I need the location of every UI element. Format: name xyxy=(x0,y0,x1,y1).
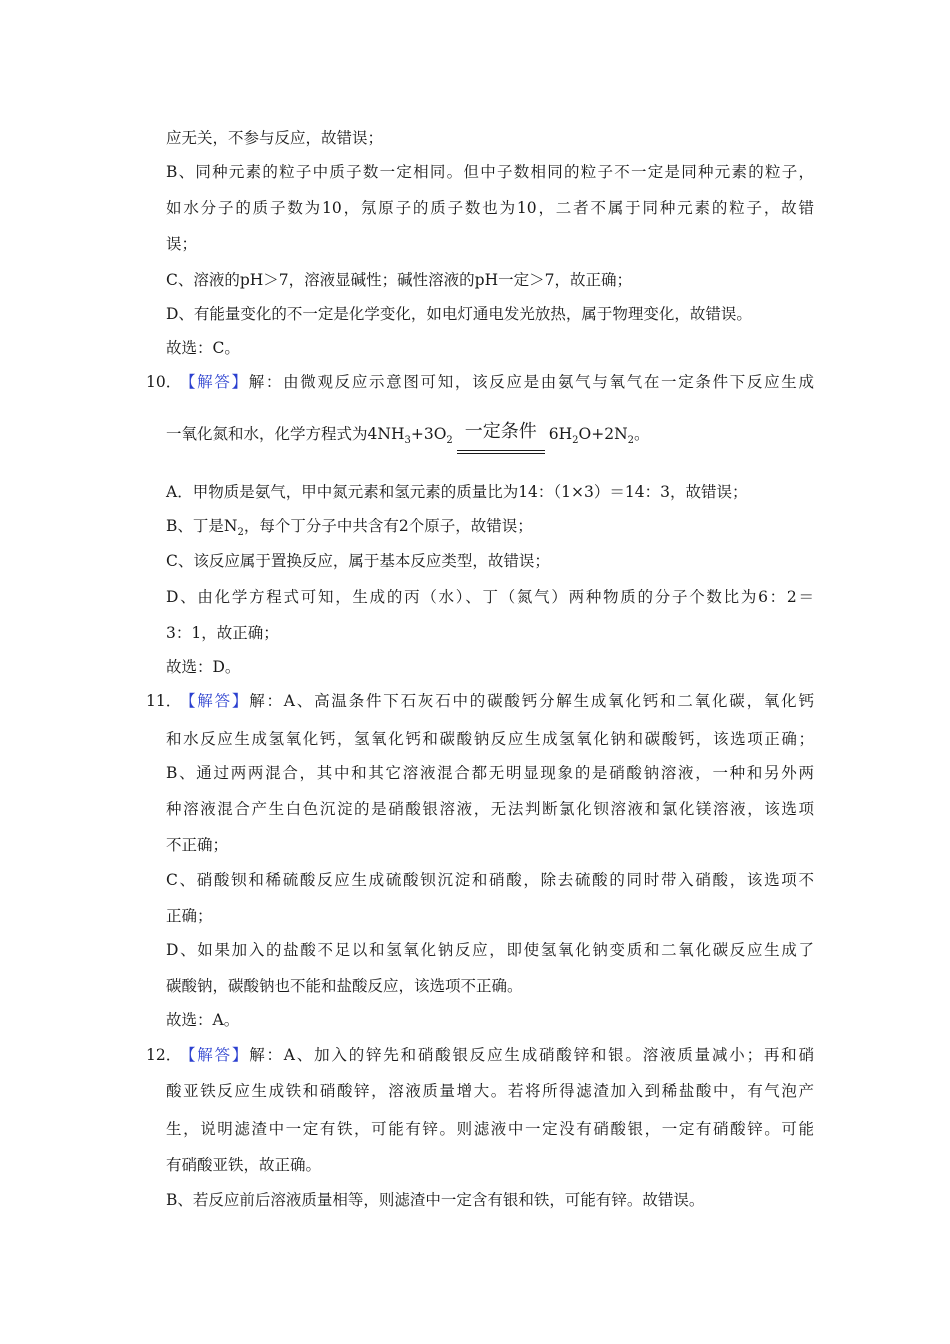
reaction-condition: 一定条件 xyxy=(464,421,537,442)
answer-tag: 【解答】 xyxy=(180,1046,250,1064)
text-span: ，每个丁分子中共含有2个原子，故错误； xyxy=(243,517,533,535)
text-line: B、若反应前后溶液质量相等，则滤渣中一定含有银和铁，可能有锌。故错误。 xyxy=(166,1191,705,1209)
text-span: 解：A、加入的锌先和硝酸银反应生成硝酸锌和银。溶液质量减小；再和硝 xyxy=(249,1046,814,1064)
equals-bar-bottom xyxy=(457,453,545,454)
question-number: 12． xyxy=(146,1046,182,1064)
text-span: 。 xyxy=(634,425,650,443)
text-line: 如水分子的质子数为10，氖原子的质子数也为10，二者不属于同种元素的粒子，故错 xyxy=(166,199,814,217)
text-line: 应无关，不参与反应，故错误； xyxy=(166,129,384,147)
text-line: 生，说明滤渣中一定有铁，可能有锌。则滤液中一定没有硝酸银，一定有硝酸锌。可能 xyxy=(166,1120,814,1138)
text-line: 3：1，故正确； xyxy=(166,624,279,642)
text-line: B、同种元素的粒子中质子数一定相同。但中子数相同的粒子不一定是同种元素的粒子， xyxy=(166,163,814,181)
question-number: 10． xyxy=(146,373,182,391)
text-line: D、有能量变化的不一定是化学变化，如电灯通电发光放热，属于物理变化，故错误。 xyxy=(166,305,752,323)
question-11-first-line xyxy=(180,691,814,711)
text-line: B、通过两两混合，其中和其它溶液混合都无明显现象的是硝酸钠溶液，一种和另外两 xyxy=(166,764,814,782)
text-line: C、该反应属于置换反应，属于基本反应类型，故错误； xyxy=(166,552,550,570)
question-10-first-line xyxy=(180,372,814,392)
text-line: 正确； xyxy=(166,907,213,925)
text-line: 误； xyxy=(166,235,198,253)
text-line: A．甲物质是氨气，甲中氮元素和氢元素的质量比为14：（1×3）＝14：3，故错误； xyxy=(166,483,748,501)
text-span: 一氧化氮和水，化学方程式为 xyxy=(166,425,368,443)
text-line: 不正确； xyxy=(166,836,229,854)
question-number: 11． xyxy=(146,692,182,710)
text-line xyxy=(166,516,533,543)
equation-right xyxy=(548,425,635,447)
text-line: 故选：A。 xyxy=(166,1011,240,1029)
text-line: 故选：D。 xyxy=(166,658,241,676)
equals-bar-top xyxy=(457,450,545,451)
text-line: C、硝酸钡和稀硫酸反应生成硫酸钡沉淀和硝酸，除去硫酸的同时带入硝酸，该选项不 xyxy=(166,871,814,889)
text-line: 和水反应生成氢氧化钙，氢氧化钙和碳酸钠反应生成氢氧化钠和碳酸钙，该选项正确； xyxy=(166,730,814,748)
subscript: 2 xyxy=(237,527,244,539)
equation-left xyxy=(367,425,453,447)
answer-tag: 【解答】 xyxy=(180,373,249,391)
subscript: 3 xyxy=(404,435,411,447)
formula-part: +3O xyxy=(410,425,447,443)
formula-part: O+2N xyxy=(578,425,628,443)
subscript: 2 xyxy=(627,435,635,447)
text-span: B、丁是N xyxy=(166,517,238,535)
text-line: 故选：C。 xyxy=(166,339,240,357)
chemical-equation-line xyxy=(166,421,650,451)
subscript: 2 xyxy=(446,435,453,447)
text-line: 酸亚铁反应生成铁和硝酸锌，溶液质量增大。若将所得滤渣加入到稀盐酸中，有气泡产 xyxy=(166,1082,814,1100)
text-line: 碳酸钠，碳酸钠也不能和盐酸反应，该选项不正确。 xyxy=(166,977,523,995)
reaction-condition-arrow xyxy=(457,421,545,444)
text-line: D、如果加入的盐酸不足以和氢氧化钠反应，即使氢氧化钠变质和二氧化碳反应生成了 xyxy=(166,941,814,959)
text-line: 有硝酸亚铁，故正确。 xyxy=(166,1156,322,1174)
text-span: 解：A、高温条件下石灰石中的碳酸钙分解生成氧化钙和二氧化碳，氧化钙 xyxy=(249,692,814,710)
text-line: C、溶液的pH＞7，溶液显碱性；碱性溶液的pH一定＞7，故正确； xyxy=(166,271,632,289)
subscript: 2 xyxy=(572,435,579,447)
formula-part: 4NH xyxy=(367,425,405,443)
text-line: 种溶液混合产生白色沉淀的是硝酸银溶液，无法判断氯化钡溶液和氯化镁溶液，该选项 xyxy=(166,800,814,818)
text-span: 解：由微观反应示意图可知，该反应是由氨气与氧气在一定条件下反应生成 xyxy=(248,373,814,391)
formula-part: 6H xyxy=(548,425,573,443)
answer-tag: 【解答】 xyxy=(180,692,250,710)
text-line: D、由化学方程式可知，生成的丙（水）、丁（氮气）两种物质的分子个数比为6：2＝ xyxy=(166,588,814,606)
question-12-first-line xyxy=(180,1045,814,1065)
